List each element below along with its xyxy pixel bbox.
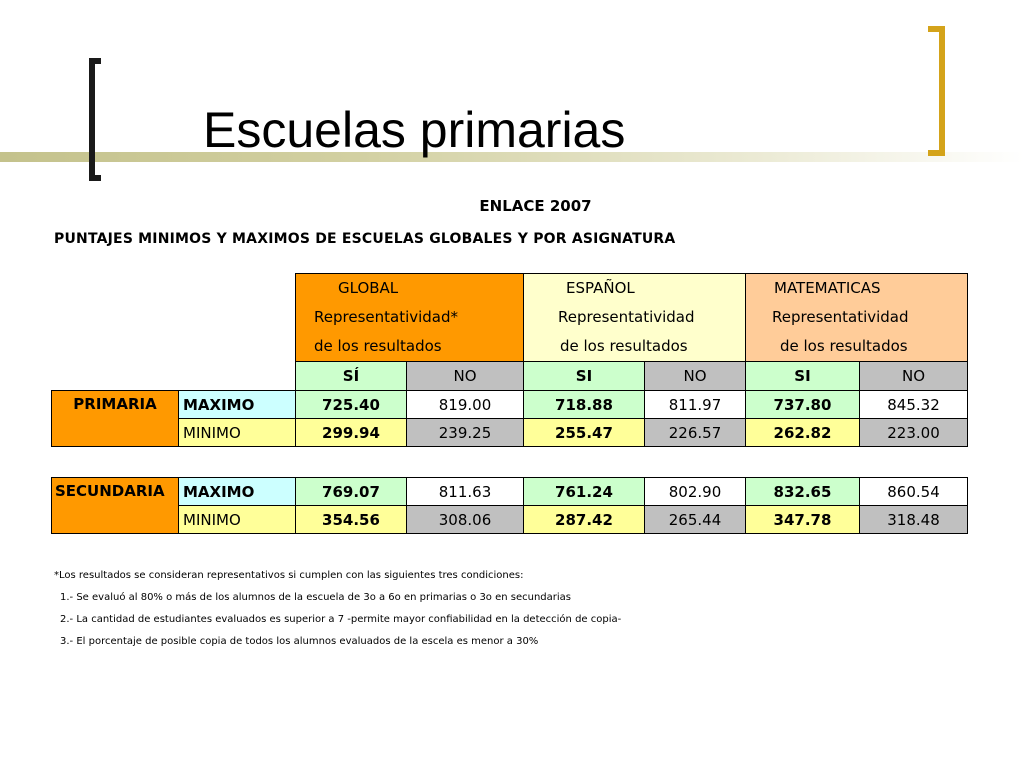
row-label-maximo: MAXIMO: [178, 477, 296, 506]
cell-primaria-max-espanol-si: 718.88: [523, 390, 645, 419]
header-espanol-line2: Representatividad: [558, 308, 695, 326]
subheader-matematicas-no: NO: [859, 361, 968, 391]
cell-primaria-max-global-si: 725.40: [295, 390, 407, 419]
footnote-condition-2: 2.- La cantidad de estudiantes evaluados es superior a 7 -permite mayor confiabilidad en la detección de copia-: [60, 614, 622, 625]
cell-secundaria-max-espanol-no: 802.90: [644, 477, 746, 506]
cell-secundaria-max-matematicas-si: 832.65: [745, 477, 860, 506]
header-global: [295, 273, 524, 362]
slide-subtitle: ENLACE 2007: [479, 197, 592, 215]
cell-secundaria-min-matematicas-no: 318.48: [859, 505, 968, 534]
table-heading: PUNTAJES MINIMOS Y MAXIMOS DE ESCUELAS GLOBALES Y POR ASIGNATURA: [54, 231, 676, 247]
cell-secundaria-min-matematicas-si: 347.78: [745, 505, 860, 534]
row-label-maximo: MAXIMO: [178, 390, 296, 419]
cell-primaria-max-matematicas-si: 737.80: [745, 390, 860, 419]
cell-primaria-max-global-no: 819.00: [406, 390, 524, 419]
cell-primaria-min-global-no: 239.25: [406, 418, 524, 447]
cell-primaria-min-matematicas-no: 223.00: [859, 418, 968, 447]
header-espanol-name: ESPAÑOL: [566, 279, 635, 297]
subheader-espanol-si: SI: [523, 361, 645, 391]
cell-secundaria-min-global-si: 354.56: [295, 505, 407, 534]
row-label-minimo: MINIMO: [178, 505, 296, 534]
subheader-global-no: NO: [406, 361, 524, 391]
header-espanol: [523, 273, 746, 362]
cell-secundaria-max-matematicas-no: 860.54: [859, 477, 968, 506]
footnote-intro: *Los resultados se consideran representativos si cumplen con las siguientes tres condiciones:: [54, 570, 524, 581]
cell-primaria-min-matematicas-si: 262.82: [745, 418, 860, 447]
cell-primaria-min-espanol-no: 226.57: [644, 418, 746, 447]
cell-primaria-max-matematicas-no: 845.32: [859, 390, 968, 419]
cell-secundaria-min-global-no: 308.06: [406, 505, 524, 534]
header-matematicas-name: MATEMATICAS: [774, 279, 881, 297]
row-label-minimo: MINIMO: [178, 418, 296, 447]
header-global-line2: Representatividad*: [314, 308, 459, 326]
cell-primaria-min-global-si: 299.94: [295, 418, 407, 447]
footnotes: [54, 565, 621, 653]
header-matematicas-line2: Representatividad: [772, 308, 909, 326]
cell-primaria-max-espanol-no: 811.97: [644, 390, 746, 419]
subheader-matematicas-si: SI: [745, 361, 860, 391]
section-label-secundaria: SECUNDARIA: [51, 477, 179, 534]
cell-secundaria-max-global-si: 769.07: [295, 477, 407, 506]
slide-title: Escuelas primarias: [203, 102, 626, 158]
footnote-condition-1: 1.- Se evaluó al 80% o más de los alumnos de la escuela de 3o a 6o en primarias o 3o en secundarias: [60, 592, 572, 603]
subheader-global-si: SÍ: [295, 361, 407, 391]
header-matematicas-line3: de los resultados: [780, 337, 908, 355]
cell-secundaria-max-espanol-si: 761.24: [523, 477, 645, 506]
header-espanol-line3: de los resultados: [560, 337, 688, 355]
header-global-line3: de los resultados: [314, 337, 442, 355]
subheader-espanol-no: NO: [644, 361, 746, 391]
right-bracket-decoration: [928, 26, 945, 156]
footnote-condition-3: 3.- El porcentaje de posible copia de todos los alumnos evaluados de la escela es menor a 30%: [60, 636, 539, 647]
cell-primaria-min-espanol-si: 255.47: [523, 418, 645, 447]
section-label-primaria: PRIMARIA: [51, 390, 179, 447]
cell-secundaria-min-espanol-si: 287.42: [523, 505, 645, 534]
left-bracket-decoration: [89, 58, 101, 181]
header-global-name: GLOBAL: [338, 279, 399, 297]
header-matematicas: [745, 273, 968, 362]
cell-secundaria-max-global-no: 811.63: [406, 477, 524, 506]
cell-secundaria-min-espanol-no: 265.44: [644, 505, 746, 534]
